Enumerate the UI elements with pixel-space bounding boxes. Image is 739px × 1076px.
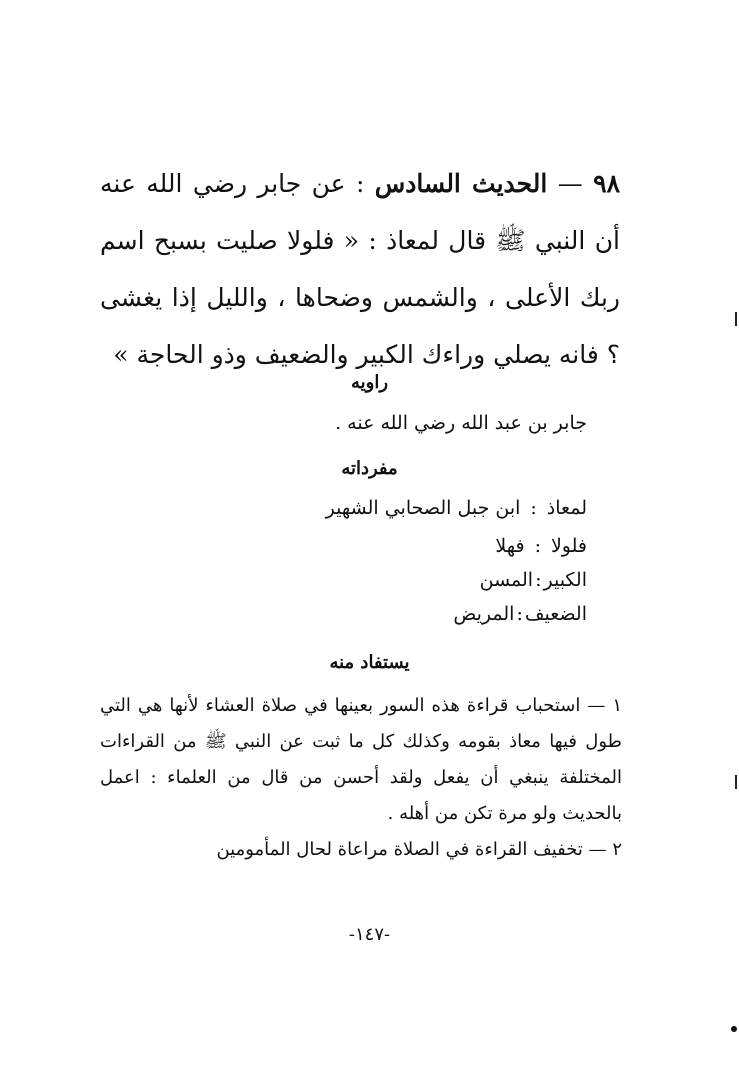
vocabulary-meaning: المريض [453,603,515,625]
vocabulary-separator: : [534,535,541,557]
benefits-heading: يستفاد منه [329,652,410,673]
vocabulary-item [480,569,587,591]
vocabulary-meaning: ابن جبل الصحابي الشهير [325,497,521,519]
vocabulary-item [495,535,587,557]
hadith-text: : عن جابر رضي الله عنه أن النبي ﷺ قال لمعاذ : « فلولا صليت بسبح اسم ربك الأعلى ، والشمس وضحاها ، والليل إذا يغشى ؟ فانه يصلي وراءك الكبير والضعيف وذو الحاجة » [100,169,620,369]
vocabulary-separator: : [516,603,523,625]
page-number: -١٤٧- [348,924,391,945]
vocabulary-term: فلولا [550,535,587,557]
vocabulary-item [453,603,587,625]
vocabulary-heading: مفرداته [341,458,398,479]
vocabulary-term: الضعيف [524,603,587,625]
hadith-label: الحديث السادس [374,169,548,198]
hadith-paragraph [100,155,620,383]
scan-mark [735,775,737,789]
vocabulary-item [326,497,587,519]
vocabulary-separator: : [535,569,542,591]
narrator-heading: راويه [350,372,389,393]
narrator-text: جابر بن عبد الله رضي الله عنه . [335,412,587,434]
vocabulary-separator: : [530,497,537,519]
scan-dot [731,1026,737,1032]
vocabulary-term: الكبير [543,569,587,591]
benefit-item: ١ — استحباب قراءة هذه السور بعينها في صلاة العشاء لأنها هي التي طول فيها معاذ بقومه وكذلك كل ما ثبت عن النبي ﷺ من القراءات المختلفة ينبغي أن يفعل ولقد أحسن من قال من العلماء : اعمل بالحديث ولو مرة تكن من أهله . [100,695,622,824]
hadith-dash: — [547,169,594,198]
vocabulary-meaning: المسن [479,569,534,591]
vocabulary-meaning: فهلا [495,535,525,557]
benefits-list [100,688,622,868]
scan-mark [735,312,737,326]
hadith-number: ٩٨ [593,169,620,198]
vocabulary-term: لمعاذ [546,497,587,519]
benefit-item: ٢ — تخفيف القراءة في الصلاة مراعاة لحال المأمومين [216,839,622,860]
